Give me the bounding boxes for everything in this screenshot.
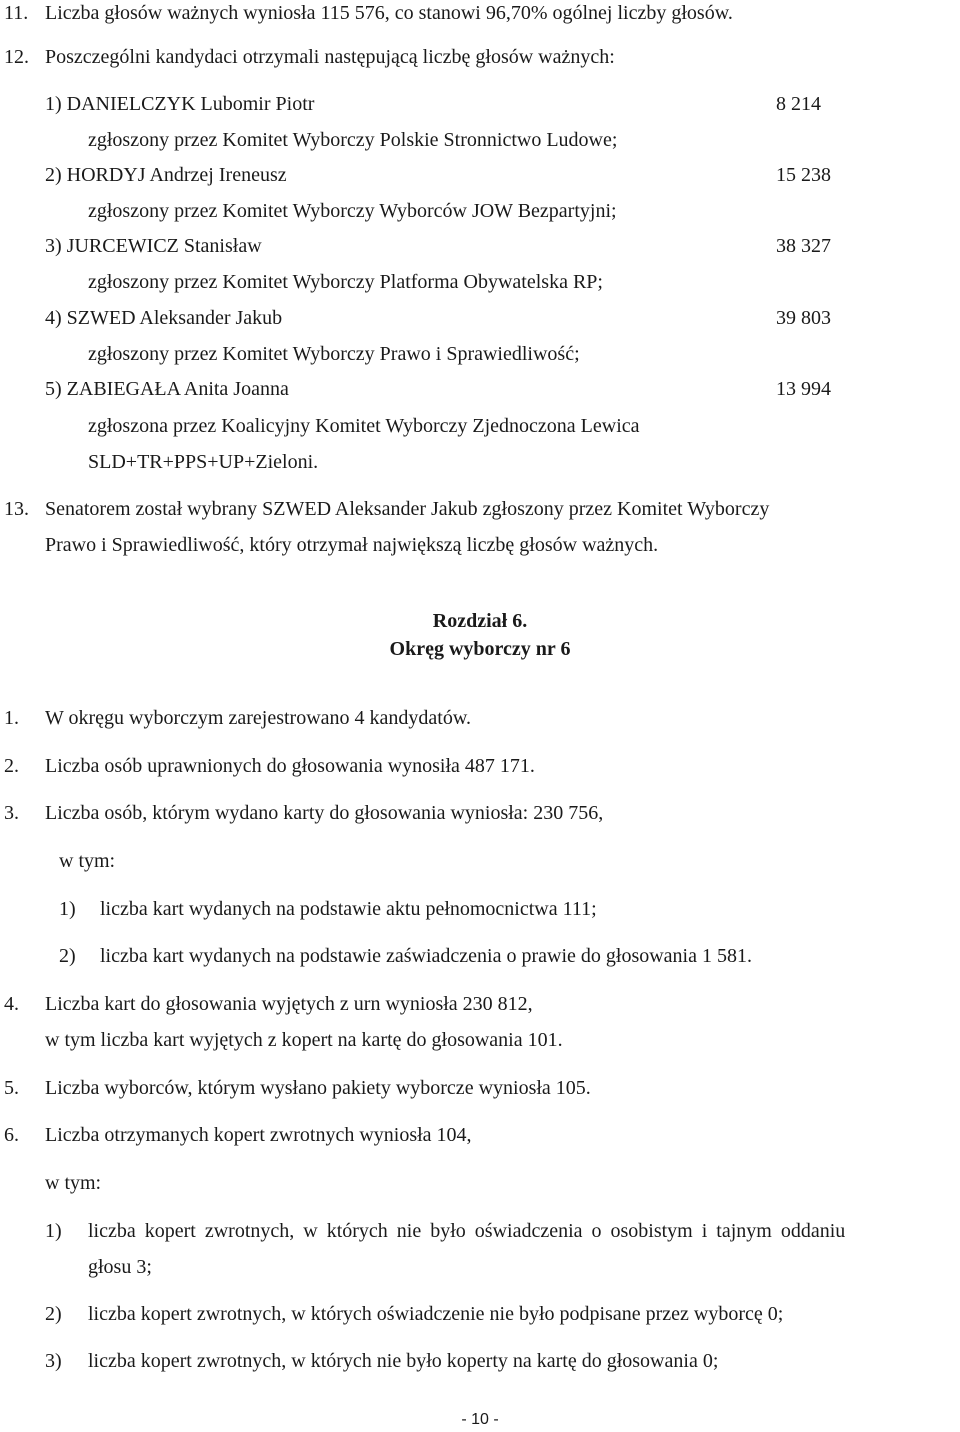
okreg-3-sub-2-text: liczba kart wydanych na podstawie zaświadczenia o prawie do głosowania 1 581. — [100, 945, 752, 967]
page-number: - 10 - — [461, 1411, 499, 1428]
candidate-2-name: 2) HORDYJ Andrzej Ireneusz — [45, 164, 287, 186]
chapter-title: Rozdział 6. — [432, 610, 528, 632]
okreg-4-line1: Liczba kart do głosowania wyjętych z urn wyniosła 230 812, — [45, 993, 533, 1015]
okreg-6-sub-3-number: 3) — [45, 1350, 62, 1372]
candidate-3-committee: zgłoszony przez Komitet Wyborczy Platforma Obywatelska RP; — [88, 271, 603, 293]
item-11-number: 11. — [4, 2, 29, 24]
okreg-2-text: Liczba osób uprawnionych do głosowania wynosiła 487 171. — [45, 755, 535, 777]
okreg-1-text: W okręgu wyborczym zarejestrowano 4 kandydatów. — [45, 707, 471, 729]
okreg-4-line2: w tym liczba kart wyjętych z kopert na kartę do głosowania 101. — [45, 1029, 563, 1051]
okreg-6-text: Liczba otrzymanych kopert zwrotnych wyniosła 104, — [45, 1124, 472, 1146]
okreg-3-sub-2-number: 2) — [59, 945, 76, 967]
okreg-6-sub-1-text: liczba kopert zwrotnych, w których nie było oświadczenia o osobistym i tajnym oddaniu — [88, 1220, 846, 1242]
item-12-number: 12. — [4, 46, 29, 68]
candidate-5-name: 5) ZABIEGAŁA Anita Joanna — [45, 378, 289, 400]
okreg-6-sub-1-number: 1) — [45, 1220, 62, 1242]
candidate-2-committee: zgłoszony przez Komitet Wyborczy Wyborców JOW Bezpartyjni; — [88, 200, 617, 222]
chapter-subtitle: Okręg wyborczy nr 6 — [389, 638, 571, 660]
okreg-6-sub-2-number: 2) — [45, 1303, 62, 1325]
candidate-4-committee: zgłoszony przez Komitet Wyborczy Prawo i Sprawiedliwość; — [88, 343, 580, 365]
okreg-1-number: 1. — [4, 707, 19, 729]
item-13-number: 13. — [4, 498, 29, 520]
okreg-4-number: 4. — [4, 993, 19, 1015]
item-11-text: Liczba głosów ważnych wyniosła 115 576, co stanowi 96,70% ogólnej liczby głosów. — [45, 2, 733, 24]
item-13-line2: Prawo i Sprawiedliwość, który otrzymał największą liczbę głosów ważnych. — [45, 534, 659, 556]
okreg-6-sub-1-text-cont: głosu 3; — [88, 1256, 152, 1278]
okreg-6-sub-2-text: liczba kopert zwrotnych, w których oświadczenie nie było podpisane przez wyborcę 0; — [88, 1303, 784, 1325]
okreg-3-sub-1-number: 1) — [59, 898, 76, 920]
candidate-1-name: 1) DANIELCZYK Lubomir Piotr — [45, 93, 315, 115]
okreg-3-number: 3. — [4, 802, 19, 824]
okreg-6-wtym: w tym: — [45, 1172, 102, 1194]
candidate-3-name: 3) JURCEWICZ Stanisław — [45, 235, 262, 257]
okreg-5-number: 5. — [4, 1077, 19, 1099]
okreg-3-text: Liczba osób, którym wydano karty do głosowania wyniosła: 230 756, — [45, 802, 604, 824]
okreg-5-text: Liczba wyborców, którym wysłano pakiety wyborcze wyniosła 105. — [45, 1077, 591, 1099]
item-13-line1: Senatorem został wybrany SZWED Aleksander Jakub zgłoszony przez Komitet Wyborczy — [45, 498, 770, 520]
candidate-4-name: 4) SZWED Aleksander Jakub — [45, 307, 283, 329]
okreg-6-sub-3-text: liczba kopert zwrotnych, w których nie było koperty na kartę do głosowania 0; — [88, 1350, 719, 1372]
candidate-5-committee-cont: SLD+TR+PPS+UP+Zieloni. — [88, 451, 319, 473]
candidate-1-votes: 8 214 — [776, 93, 821, 115]
okreg-6-number: 6. — [4, 1124, 19, 1146]
okreg-3-sub-1-text: liczba kart wydanych na podstawie aktu pełnomocnictwa 111; — [100, 898, 597, 920]
candidate-1-committee: zgłoszony przez Komitet Wyborczy Polskie Stronnictwo Ludowe; — [88, 129, 618, 151]
candidate-5-votes: 13 994 — [776, 378, 831, 400]
candidate-3-votes: 38 327 — [776, 235, 831, 257]
item-12-text: Poszczególni kandydaci otrzymali następującą liczbę głosów ważnych: — [45, 46, 615, 68]
candidate-5-committee: zgłoszona przez Koalicyjny Komitet Wyborczy Zjednoczona Lewica — [88, 415, 640, 437]
candidate-2-votes: 15 238 — [776, 164, 831, 186]
okreg-3-wtym: w tym: — [59, 850, 116, 872]
candidate-4-votes: 39 803 — [776, 307, 831, 329]
okreg-2-number: 2. — [4, 755, 19, 777]
